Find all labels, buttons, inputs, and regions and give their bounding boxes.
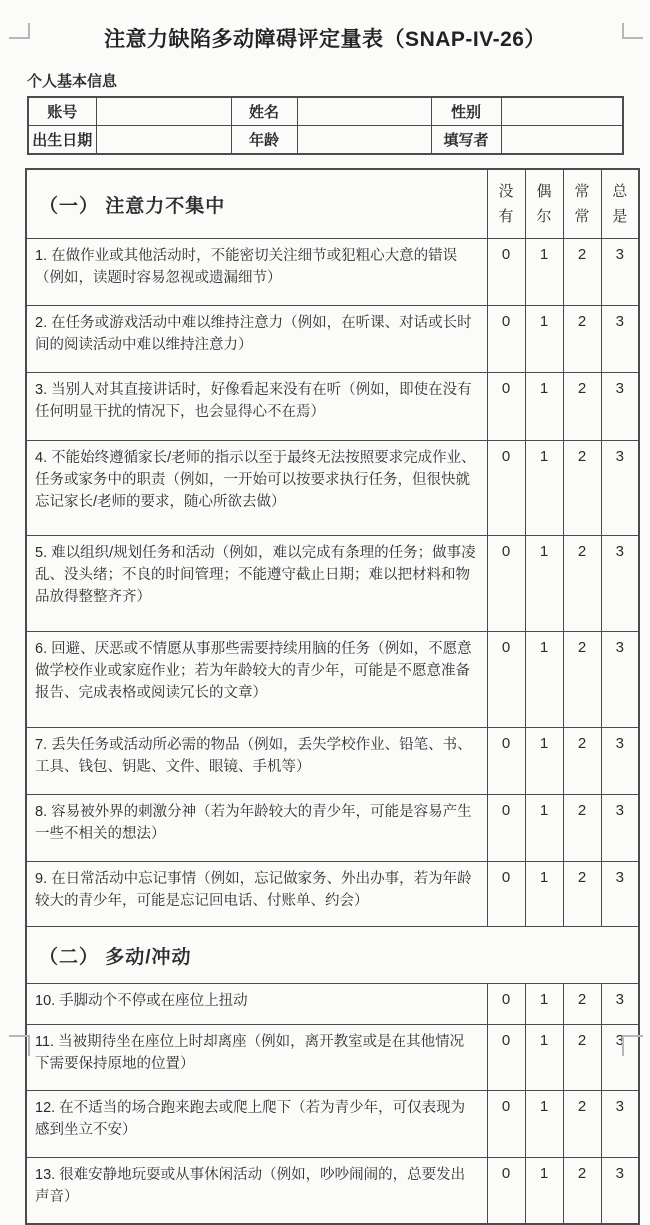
field-label-filler: 填写者 bbox=[431, 126, 501, 155]
rating-header-label: 总是 bbox=[612, 182, 628, 225]
rating-value-cell: 3 bbox=[601, 1158, 639, 1225]
rating-value-cell: 1 bbox=[525, 536, 563, 632]
rating-value-cell: 0 bbox=[487, 862, 525, 927]
rating-value-cell: 0 bbox=[487, 632, 525, 728]
rating-value-cell: 2 bbox=[563, 984, 601, 1025]
item-text: 手脚动个不停或在座位上扭动 bbox=[59, 993, 248, 1009]
section-title: （一） 注意力不集中 bbox=[26, 169, 487, 239]
item-text: 容易被外界的刺激分神（若为年龄较大的青少年，可能是容易产生一些不相关的想法） bbox=[35, 804, 472, 842]
item-description bbox=[26, 536, 487, 632]
item-number: 5. bbox=[35, 545, 48, 561]
item-text: 在不适当的场合跑来跑去或爬上爬下（若为青少年，可仅表现为感到坐立不安） bbox=[35, 1100, 466, 1138]
scale-item-row bbox=[26, 795, 639, 862]
scale-item-row bbox=[26, 441, 639, 536]
item-number: 9. bbox=[35, 871, 48, 887]
rating-value-cell: 3 bbox=[601, 1091, 639, 1158]
rating-value-cell: 0 bbox=[487, 373, 525, 441]
rating-value-cell: 2 bbox=[563, 862, 601, 927]
personal-info-row bbox=[28, 126, 623, 155]
rating-value-cell: 2 bbox=[563, 632, 601, 728]
personal-info-row bbox=[28, 97, 623, 126]
item-description bbox=[26, 632, 487, 728]
rating-value-cell: 2 bbox=[563, 239, 601, 306]
rating-value-cell: 0 bbox=[487, 1025, 525, 1091]
item-description bbox=[26, 1091, 487, 1158]
personal-info-section-label: 个人基本信息 bbox=[27, 73, 118, 90]
item-description bbox=[26, 441, 487, 536]
rating-value-cell: 3 bbox=[601, 441, 639, 536]
rating-value-cell: 1 bbox=[525, 239, 563, 306]
rating-value-cell: 0 bbox=[487, 795, 525, 862]
rating-value-cell: 2 bbox=[563, 306, 601, 373]
field-value-age bbox=[297, 126, 431, 155]
item-description bbox=[26, 1158, 487, 1225]
item-text: 当别人对其直接讲话时，好像看起来没有在听（例如，即使在没有任何明显干扰的情况下，也会显得心不在焉） bbox=[35, 382, 472, 420]
scale-item-row bbox=[26, 728, 639, 795]
rating-value-cell: 3 bbox=[601, 984, 639, 1025]
page-title: 注意力缺陷多动障碍评定量表（SNAP-IV-26） bbox=[104, 28, 546, 51]
item-number: 3. bbox=[35, 382, 48, 398]
field-value-gender bbox=[501, 97, 623, 126]
rating-value-cell: 2 bbox=[563, 1158, 601, 1225]
field-value-filler bbox=[501, 126, 623, 155]
section-header-row bbox=[26, 927, 639, 984]
item-text: 不能始终遵循家长/老师的指示以至于最终无法按照要求完成作业、任务或家务中的职责（例如，一开始可以按要求执行任务，但很快就忘记家长/老师的要求，随心所欲去做） bbox=[35, 450, 476, 510]
item-text: 当被期待坐在座位上时却离座（例如，离开教室或是在其他情况下需要保持原地的位置） bbox=[35, 1034, 465, 1072]
item-number: 7. bbox=[35, 737, 48, 753]
rating-header-label: 没有 bbox=[498, 182, 514, 225]
item-number: 1. bbox=[35, 248, 48, 264]
rating-value-cell: 3 bbox=[601, 1025, 639, 1091]
section-title: （二） 多动/冲动 bbox=[26, 927, 639, 984]
rating-value-cell: 1 bbox=[525, 306, 563, 373]
item-description bbox=[26, 373, 487, 441]
field-label-account: 账号 bbox=[28, 97, 96, 126]
rating-value-cell: 0 bbox=[487, 984, 525, 1025]
item-text: 在任务或游戏活动中难以维持注意力（例如，在听课、对话或长时间的阅读活动中难以维持注意力） bbox=[35, 315, 472, 353]
rating-value-cell: 2 bbox=[563, 1091, 601, 1158]
rating-value-cell: 0 bbox=[487, 306, 525, 373]
field-value-account bbox=[96, 97, 231, 126]
rating-value-cell: 1 bbox=[525, 1158, 563, 1225]
rating-value-cell: 1 bbox=[525, 1091, 563, 1158]
item-number: 4. bbox=[35, 450, 48, 466]
item-description bbox=[26, 984, 487, 1025]
rating-value-cell: 3 bbox=[601, 373, 639, 441]
rating-value-cell: 0 bbox=[487, 536, 525, 632]
rating-value-cell: 1 bbox=[525, 373, 563, 441]
rating-value-cell: 2 bbox=[563, 728, 601, 795]
item-description bbox=[26, 728, 487, 795]
item-text: 回避、厌恶或不情愿从事那些需要持续用脑的任务（例如，不愿意做学校作业或家庭作业；若为年龄较大的青少年，可能是不愿意准备报告、完成表格或阅读冗长的文章） bbox=[35, 641, 472, 701]
rating-value-cell: 3 bbox=[601, 795, 639, 862]
rating-header-cell bbox=[601, 169, 639, 239]
rating-value-cell: 1 bbox=[525, 1025, 563, 1091]
item-number: 13. bbox=[35, 1167, 56, 1183]
rating-value-cell: 3 bbox=[601, 536, 639, 632]
rating-value-cell: 0 bbox=[487, 1091, 525, 1158]
corner-mark-bottom-right-icon bbox=[622, 1035, 643, 1056]
scale-item-row bbox=[26, 862, 639, 927]
rating-header-label: 常常 bbox=[574, 182, 590, 225]
scale-item-row bbox=[26, 306, 639, 373]
item-description bbox=[26, 239, 487, 306]
scale-item-row bbox=[26, 632, 639, 728]
item-description bbox=[26, 306, 487, 373]
rating-value-cell: 0 bbox=[487, 239, 525, 306]
rating-value-cell: 3 bbox=[601, 862, 639, 927]
rating-value-cell: 3 bbox=[601, 632, 639, 728]
field-value-name bbox=[297, 97, 431, 126]
item-text: 在日常活动中忘记事情（例如，忘记做家务、外出办事，若为年龄较大的青少年，可能是忘记回电话、付账单、约会） bbox=[35, 871, 472, 909]
scale-item-row bbox=[26, 239, 639, 306]
rating-value-cell: 2 bbox=[563, 1025, 601, 1091]
field-label-gender: 性别 bbox=[431, 97, 501, 126]
item-number: 8. bbox=[35, 804, 48, 820]
item-number: 6. bbox=[35, 641, 48, 657]
item-number: 2. bbox=[35, 315, 48, 331]
scale-item-row bbox=[26, 984, 639, 1025]
item-number: 10. bbox=[35, 993, 56, 1009]
item-text: 在做作业或其他活动时，不能密切关注细节或犯粗心大意的错误（例如，读题时容易忽视或遗漏细节） bbox=[35, 248, 458, 286]
rating-header-label: 偶尔 bbox=[536, 182, 552, 225]
corner-mark-bottom-left-icon bbox=[9, 1035, 30, 1056]
scale-item-row bbox=[26, 1025, 639, 1091]
item-text: 很难安静地玩耍或从事休闲活动（例如，吵吵闹闹的，总要发出声音） bbox=[35, 1167, 466, 1205]
rating-value-cell: 1 bbox=[525, 441, 563, 536]
rating-value-cell: 0 bbox=[487, 728, 525, 795]
rating-header-cell bbox=[563, 169, 601, 239]
scale-item-row bbox=[26, 1158, 639, 1225]
corner-mark-top-left-icon bbox=[9, 23, 30, 39]
item-description bbox=[26, 1025, 487, 1091]
rating-header-cell bbox=[487, 169, 525, 239]
rating-value-cell: 3 bbox=[601, 728, 639, 795]
scale-item-row bbox=[26, 536, 639, 632]
field-label-birthdate: 出生日期 bbox=[28, 126, 96, 155]
item-text: 难以组织/规划任务和活动（例如，难以完成有条理的任务；做事凌乱、没头绪；不良的时间管理；不能遵守截止日期；难以把材料和物品放得整整齐齐） bbox=[35, 545, 476, 605]
rating-value-cell: 3 bbox=[601, 306, 639, 373]
rating-value-cell: 1 bbox=[525, 795, 563, 862]
rating-value-cell: 1 bbox=[525, 728, 563, 795]
rating-value-cell: 0 bbox=[487, 1158, 525, 1225]
scale-item-row bbox=[26, 373, 639, 441]
rating-value-cell: 1 bbox=[525, 632, 563, 728]
item-description bbox=[26, 795, 487, 862]
section-header-row bbox=[26, 169, 639, 239]
rating-value-cell: 2 bbox=[563, 536, 601, 632]
corner-mark-top-right-icon bbox=[622, 23, 643, 39]
item-description bbox=[26, 862, 487, 927]
item-number: 12. bbox=[35, 1100, 56, 1116]
rating-scale-table bbox=[25, 168, 640, 1225]
item-text: 丢失任务或活动所必需的物品（例如，丢失学校作业、铅笔、书、工具、钱包、钥匙、文件、眼镜、手机等） bbox=[35, 737, 472, 775]
personal-info-table bbox=[27, 96, 624, 155]
photographed-form-page bbox=[0, 23, 650, 1205]
rating-value-cell: 2 bbox=[563, 373, 601, 441]
field-label-name: 姓名 bbox=[231, 97, 297, 126]
rating-value-cell: 0 bbox=[487, 441, 525, 536]
rating-value-cell: 1 bbox=[525, 862, 563, 927]
scale-item-row bbox=[26, 1091, 639, 1158]
item-number: 11. bbox=[35, 1034, 55, 1050]
field-value-birthdate bbox=[96, 126, 231, 155]
rating-value-cell: 2 bbox=[563, 795, 601, 862]
rating-header-cell bbox=[525, 169, 563, 239]
rating-value-cell: 2 bbox=[563, 441, 601, 536]
rating-value-cell: 3 bbox=[601, 239, 639, 306]
field-label-age: 年龄 bbox=[231, 126, 297, 155]
rating-value-cell: 1 bbox=[525, 984, 563, 1025]
